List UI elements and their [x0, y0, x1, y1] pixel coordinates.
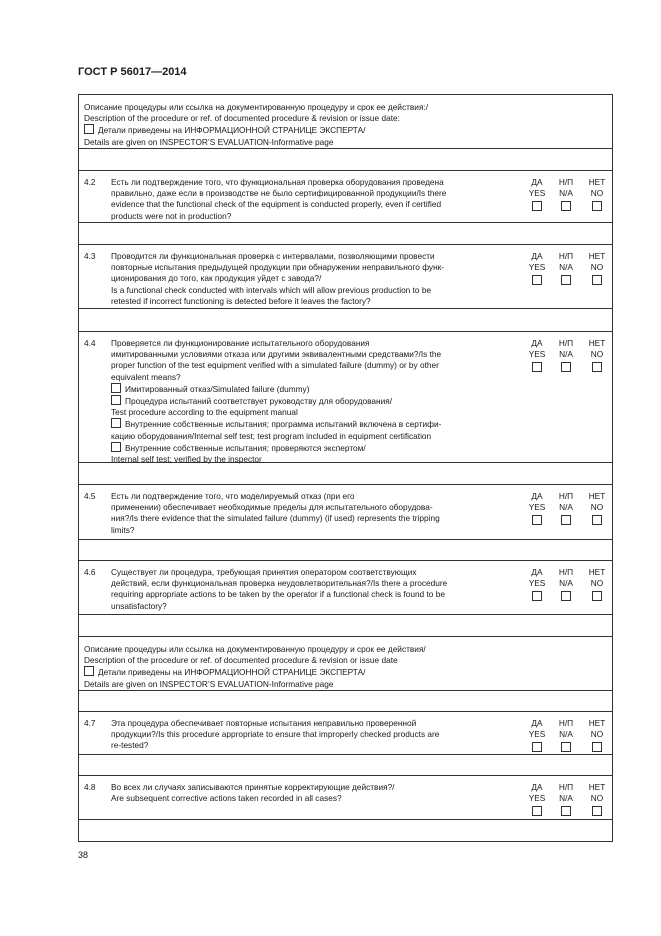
item-number: 4.2: [84, 177, 96, 187]
answer-no: [586, 491, 608, 525]
answer-na-ru: Н/П: [558, 718, 574, 728]
item-text-line: unsatisfactory?: [111, 600, 167, 611]
item-number: 4.4: [84, 338, 96, 348]
answer-yes: [526, 491, 548, 525]
answer-na: [555, 338, 577, 372]
answer-no-en: NO: [590, 578, 604, 588]
answer-no-ru: НЕТ: [588, 782, 606, 792]
answer-no: [586, 718, 608, 752]
procedure-description-block: [79, 95, 612, 149]
answer-na: [555, 782, 577, 816]
item-text-line: действий, если функциональная проверка неудовлетворительная?/Is there a procedure: [111, 578, 448, 589]
yes-checkbox[interactable]: [532, 201, 542, 211]
answer-no-en: NO: [590, 502, 604, 512]
option-label: Имитированный отказ/Simulated failure (dummy): [125, 383, 310, 394]
no-checkbox[interactable]: [592, 275, 602, 285]
checklist-item-4-2: [79, 171, 612, 223]
answer-no-ru: НЕТ: [588, 718, 606, 728]
item-text-line: evidence that the functional check of the equipment is conducted properly, even if certified: [111, 199, 442, 210]
blank-row: [79, 223, 612, 245]
item-text-line: продукции?/Is this procedure appropriate to ensure that improperly checked products are: [111, 729, 440, 740]
checklist-item-4-8: [79, 776, 612, 820]
item-text-line: Проверяется ли функционирование испытательного оборудования: [111, 338, 370, 348]
answer-no-ru: НЕТ: [588, 491, 606, 501]
answer-na: [555, 177, 577, 211]
answer-no-ru: НЕТ: [588, 177, 606, 187]
checklist-item-4-3: [79, 245, 612, 309]
item-text-line: Есть ли подтверждение того, что моделируемый отказ (при его: [111, 491, 355, 501]
answer-yes-en: YES: [528, 502, 546, 512]
item-text-line: повторные испытания предыдущей продукции при обнаружении неправильного функ-: [111, 262, 445, 273]
yes-checkbox[interactable]: [532, 742, 542, 752]
option-label-cont: Test procedure according to the equipment manual: [111, 407, 298, 418]
page-number: 38: [78, 850, 89, 860]
answer-na: [555, 718, 577, 752]
description-prompt-ru: Описание процедуры или ссылка на документированную процедуру и срок ее действия:/: [84, 102, 429, 112]
answer-na-ru: Н/П: [558, 177, 574, 187]
answer-yes: [526, 782, 548, 816]
item-text-line: правильно, даже если в производстве не было сертифицированной продукции/Is there: [111, 188, 447, 199]
no-checkbox[interactable]: [592, 742, 602, 752]
na-checkbox[interactable]: [561, 275, 571, 285]
answer-yes-en: YES: [528, 729, 546, 739]
checklist-item-4-7: [79, 712, 612, 755]
item-number: 4.3: [84, 251, 96, 261]
option-label-cont: Internal self test; verified by the inspector: [111, 454, 262, 465]
option-label: Процедура испытаний соответствует руководству для оборудования/: [125, 396, 393, 407]
answer-no-ru: НЕТ: [588, 338, 606, 348]
blank-row: [79, 463, 612, 485]
details-checkbox[interactable]: [84, 124, 94, 134]
item-text-line: имитированными условиями отказа или другими эквивалентными средствами?/Is the: [111, 349, 442, 360]
procedure-description-block: [79, 637, 612, 691]
yes-checkbox[interactable]: [532, 806, 542, 816]
answer-na-ru: Н/П: [558, 491, 574, 501]
item-text-line: re-tested?: [111, 740, 149, 751]
blank-row: [79, 309, 612, 332]
answer-yes-ru: ДА: [531, 491, 543, 501]
answer-yes-ru: ДА: [531, 338, 543, 348]
details-note: Details are given on INSPECTOR’S EVALUATION-Informative page: [84, 678, 334, 689]
answer-no: [586, 782, 608, 816]
answer-yes: [526, 338, 548, 372]
answer-yes-ru: ДА: [531, 782, 543, 792]
item-text-line: Is a functional check conducted with intervals which will allow previous production to be: [111, 284, 432, 295]
blank-row: [79, 149, 612, 171]
option-label-cont: кацию оборудования/Internal self test; test program included in equipment certification: [111, 430, 432, 441]
answer-yes-ru: ДА: [531, 177, 543, 187]
answer-no-ru: НЕТ: [588, 567, 606, 577]
answer-yes-en: YES: [528, 262, 546, 272]
answer-no-en: NO: [590, 729, 604, 739]
blank-row: [79, 691, 612, 712]
item-number: 4.6: [84, 567, 96, 577]
answer-na-ru: Н/П: [558, 567, 574, 577]
answer-na-en: N/A: [559, 349, 573, 359]
yes-checkbox[interactable]: [532, 275, 542, 285]
answer-na-en: N/A: [559, 188, 573, 198]
no-checkbox[interactable]: [592, 515, 602, 525]
checklist-table: [78, 94, 613, 842]
answer-na-en: N/A: [559, 502, 573, 512]
checklist-item-4-6: [79, 561, 612, 615]
option-checkbox[interactable]: [111, 418, 121, 428]
answer-no: [586, 567, 608, 601]
description-prompt-ru: Описание процедуры или ссылка на документированную процедуру и срок ее действия/: [84, 644, 426, 654]
yes-checkbox[interactable]: [532, 362, 542, 372]
document-header: ГОСТ Р 56017—2014: [78, 66, 187, 78]
item-text-line: применении) обеспечивает необходимые пределы для испытательного оборудова-: [111, 502, 433, 513]
yes-checkbox[interactable]: [532, 515, 542, 525]
answer-na-ru: Н/П: [558, 251, 574, 261]
no-checkbox[interactable]: [592, 806, 602, 816]
answer-no-en: NO: [590, 188, 604, 198]
answer-yes-ru: ДА: [531, 567, 543, 577]
blank-row: [79, 615, 612, 637]
item-text-line: retested if incorrect functioning is detected before it leaves the factory?: [111, 295, 371, 306]
option-checkbox[interactable]: [111, 395, 121, 405]
answer-yes-ru: ДА: [531, 251, 543, 261]
answer-yes: [526, 718, 548, 752]
answer-na-ru: Н/П: [558, 782, 574, 792]
item-text-line: Во всех ли случаях записываются принятые корректирующие действия?/: [111, 782, 395, 792]
option-label: Внутренние собственные испытания; программа испытаний включена в сертифи-: [125, 419, 442, 430]
blank-row: [79, 755, 612, 776]
answer-no: [586, 177, 608, 211]
answer-no-en: NO: [590, 793, 604, 803]
answer-no-en: NO: [590, 262, 604, 272]
item-text-line: limits?: [111, 524, 135, 535]
item-text-line: ционирования до того, как продукция уйдет с завода?/: [111, 273, 322, 284]
answer-na: [555, 251, 577, 285]
answer-no-en: NO: [590, 349, 604, 359]
checklist-item-4-4: [79, 332, 612, 463]
option-checkbox[interactable]: [111, 383, 121, 393]
item-text-line: requiring appropriate actions to be taken by the operator if a functional check is found to be: [111, 589, 445, 600]
item-text-line: Эта процедура обеспечивает повторные испытания неправильно проверенной: [111, 718, 417, 728]
item-text-line: ния?/Is there evidence that the simulated failure (dummy) (if used) represents the tripping: [111, 513, 440, 524]
answer-na-en: N/A: [559, 729, 573, 739]
na-checkbox[interactable]: [561, 806, 571, 816]
item-text-line: products were not in production?: [111, 210, 232, 221]
item-text-line: equivalent means?: [111, 371, 181, 382]
checklist-item-4-5: [79, 485, 612, 540]
item-text-line: Есть ли подтверждение того, что функциональная проверка оборудования проведена: [111, 177, 444, 187]
na-checkbox[interactable]: [561, 742, 571, 752]
answer-na: [555, 567, 577, 601]
answer-na-en: N/A: [559, 578, 573, 588]
yes-checkbox[interactable]: [532, 591, 542, 601]
no-checkbox[interactable]: [592, 362, 602, 372]
answer-na-ru: Н/П: [558, 338, 574, 348]
no-checkbox[interactable]: [592, 591, 602, 601]
answer-na-en: N/A: [559, 793, 573, 803]
na-checkbox[interactable]: [561, 515, 571, 525]
item-number: 4.7: [84, 718, 96, 728]
details-checkbox-label: Детали приведены на ИНФОРМАЦИОННОЙ СТРАНИЦЕ ЭКСПЕРТА/: [98, 667, 366, 678]
answer-yes: [526, 567, 548, 601]
answer-no: [586, 338, 608, 372]
details-checkbox[interactable]: [84, 666, 94, 676]
answer-yes: [526, 177, 548, 211]
blank-row: [79, 820, 612, 841]
item-text-line: Проводится ли функциональная проверка с интервалами, позволяющими провести: [111, 251, 435, 261]
answer-yes-ru: ДА: [531, 718, 543, 728]
item-text-line: Существует ли процедура, требующая принятия оператором соответствующих: [111, 567, 417, 577]
answer-no-ru: НЕТ: [588, 251, 606, 261]
answer-no: [586, 251, 608, 285]
description-prompt-en: Description of the procedure or ref. of documented procedure & revision or issue date: [84, 655, 398, 666]
blank-row: [79, 540, 612, 561]
na-checkbox[interactable]: [561, 201, 571, 211]
item-number: 4.8: [84, 782, 96, 792]
item-number: 4.5: [84, 491, 96, 501]
answer-yes-en: YES: [528, 793, 546, 803]
na-checkbox[interactable]: [561, 362, 571, 372]
answer-na: [555, 491, 577, 525]
answer-yes-en: YES: [528, 188, 546, 198]
item-text-line: Are subsequent corrective actions taken recorded in all cases?: [111, 793, 342, 804]
option-label: Внутренние собственные испытания; проверяются экспертом/: [125, 442, 366, 453]
answer-yes-en: YES: [528, 578, 546, 588]
item-text-line: proper function of the test equipment verified with a simulated failure (dummy) or by other: [111, 360, 439, 371]
details-note: Details are given on INSPECTOR’S EVALUATION-Informative page: [84, 136, 334, 147]
answer-yes-en: YES: [528, 349, 546, 359]
answer-yes: [526, 251, 548, 285]
description-prompt-en: Description of the procedure or ref. of documented procedure & revision or issue date:: [84, 113, 400, 124]
details-checkbox-label: Детали приведены на ИНФОРМАЦИОННОЙ СТРАНИЦЕ ЭКСПЕРТА/: [98, 125, 366, 136]
answer-na-en: N/A: [559, 262, 573, 272]
na-checkbox[interactable]: [561, 591, 571, 601]
option-checkbox[interactable]: [111, 442, 121, 452]
no-checkbox[interactable]: [592, 201, 602, 211]
